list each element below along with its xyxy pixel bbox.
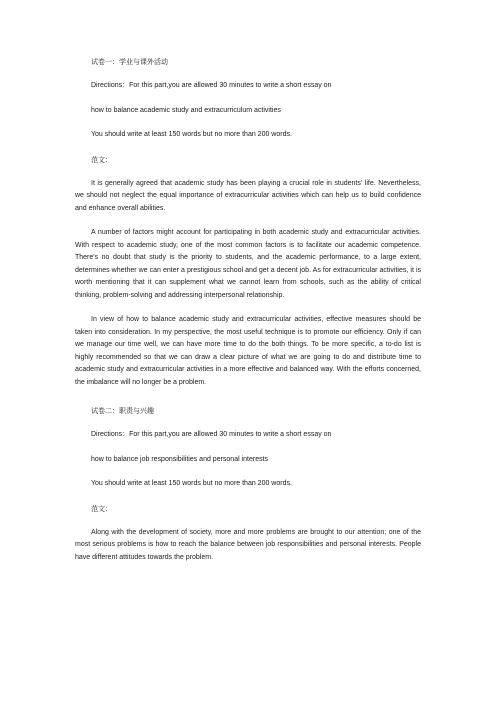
exam-1-directions: Directions：For this part,you are allowed 30 minutes to write a short essay on	[91, 82, 332, 89]
exam-2-sample-label: 范文：	[91, 504, 112, 513]
exam-1-title: 试卷一：学业与课外活动	[91, 58, 168, 66]
exam-1-section	[75, 56, 421, 389]
exam-2-title: 试卷二：职责与兴趣	[91, 407, 154, 415]
document-content	[75, 56, 421, 576]
exam-2-requirement: You should write at least 150 words but no more than 200 words.	[91, 480, 292, 487]
exam-2-topic: how to balance job responsibilities and personal interests	[91, 455, 269, 463]
exam-1-sample-label: 范文：	[91, 155, 112, 164]
exam-1-paragraph: A number of factors might account for participating in both academic study and extracurricular activities. With respect to academic study, one of the most common factors is to facilitate our academic competence. There's no doubt that study is the priority to students, and the academic performance, to a large extent, determines whether we can enter a prestigious school and get a decent job. As for extracurricular activities, it is worth mentioning that it can supplement what we cannot learn from schools, such as the ability of critical thinking, problem-solving and addressing interpersonal relationship.	[75, 229, 421, 299]
exam-2-directions: Directions：For this part,you are allowed 30 minutes to write a short essay on	[91, 431, 332, 438]
exam-1-requirement: You should write at least 150 words but no more than 200 words.	[91, 131, 292, 138]
exam-2-paragraph: Along with the development of society, more and more problems are brought to our attention; one of the most serious problems is how to reach the balance between job responsibilities and personal interests. People have different attitudes towards the problem.	[75, 528, 421, 561]
exam-1-topic: how to balance academic study and extracurriculum activities	[91, 106, 281, 114]
exam-2-section	[75, 405, 421, 564]
exam-1-paragraph: In view of how to balance academic study and extracurricular activities, effective measures should be taken into consideration. In my perspective, the most useful technique is to promote our efficiency. Only if can we manage our time well, we can have more time to do the both things. To be more specific, a to-do list is highly recommended so that we can draw a clear picture of what we are going to do and distribute time to academic study and extracurricular activities in a more effective and balanced way. With the efforts concerned, the imbalance will no longer be a problem.	[75, 316, 421, 386]
exam-1-paragraph: It is generally agreed that academic study has been playing a crucial role in students' life. Nevertheless, we should not neglect the equal importance of extracurricular activities which can help us to build confidence and enhance overall abilities.	[75, 179, 421, 212]
